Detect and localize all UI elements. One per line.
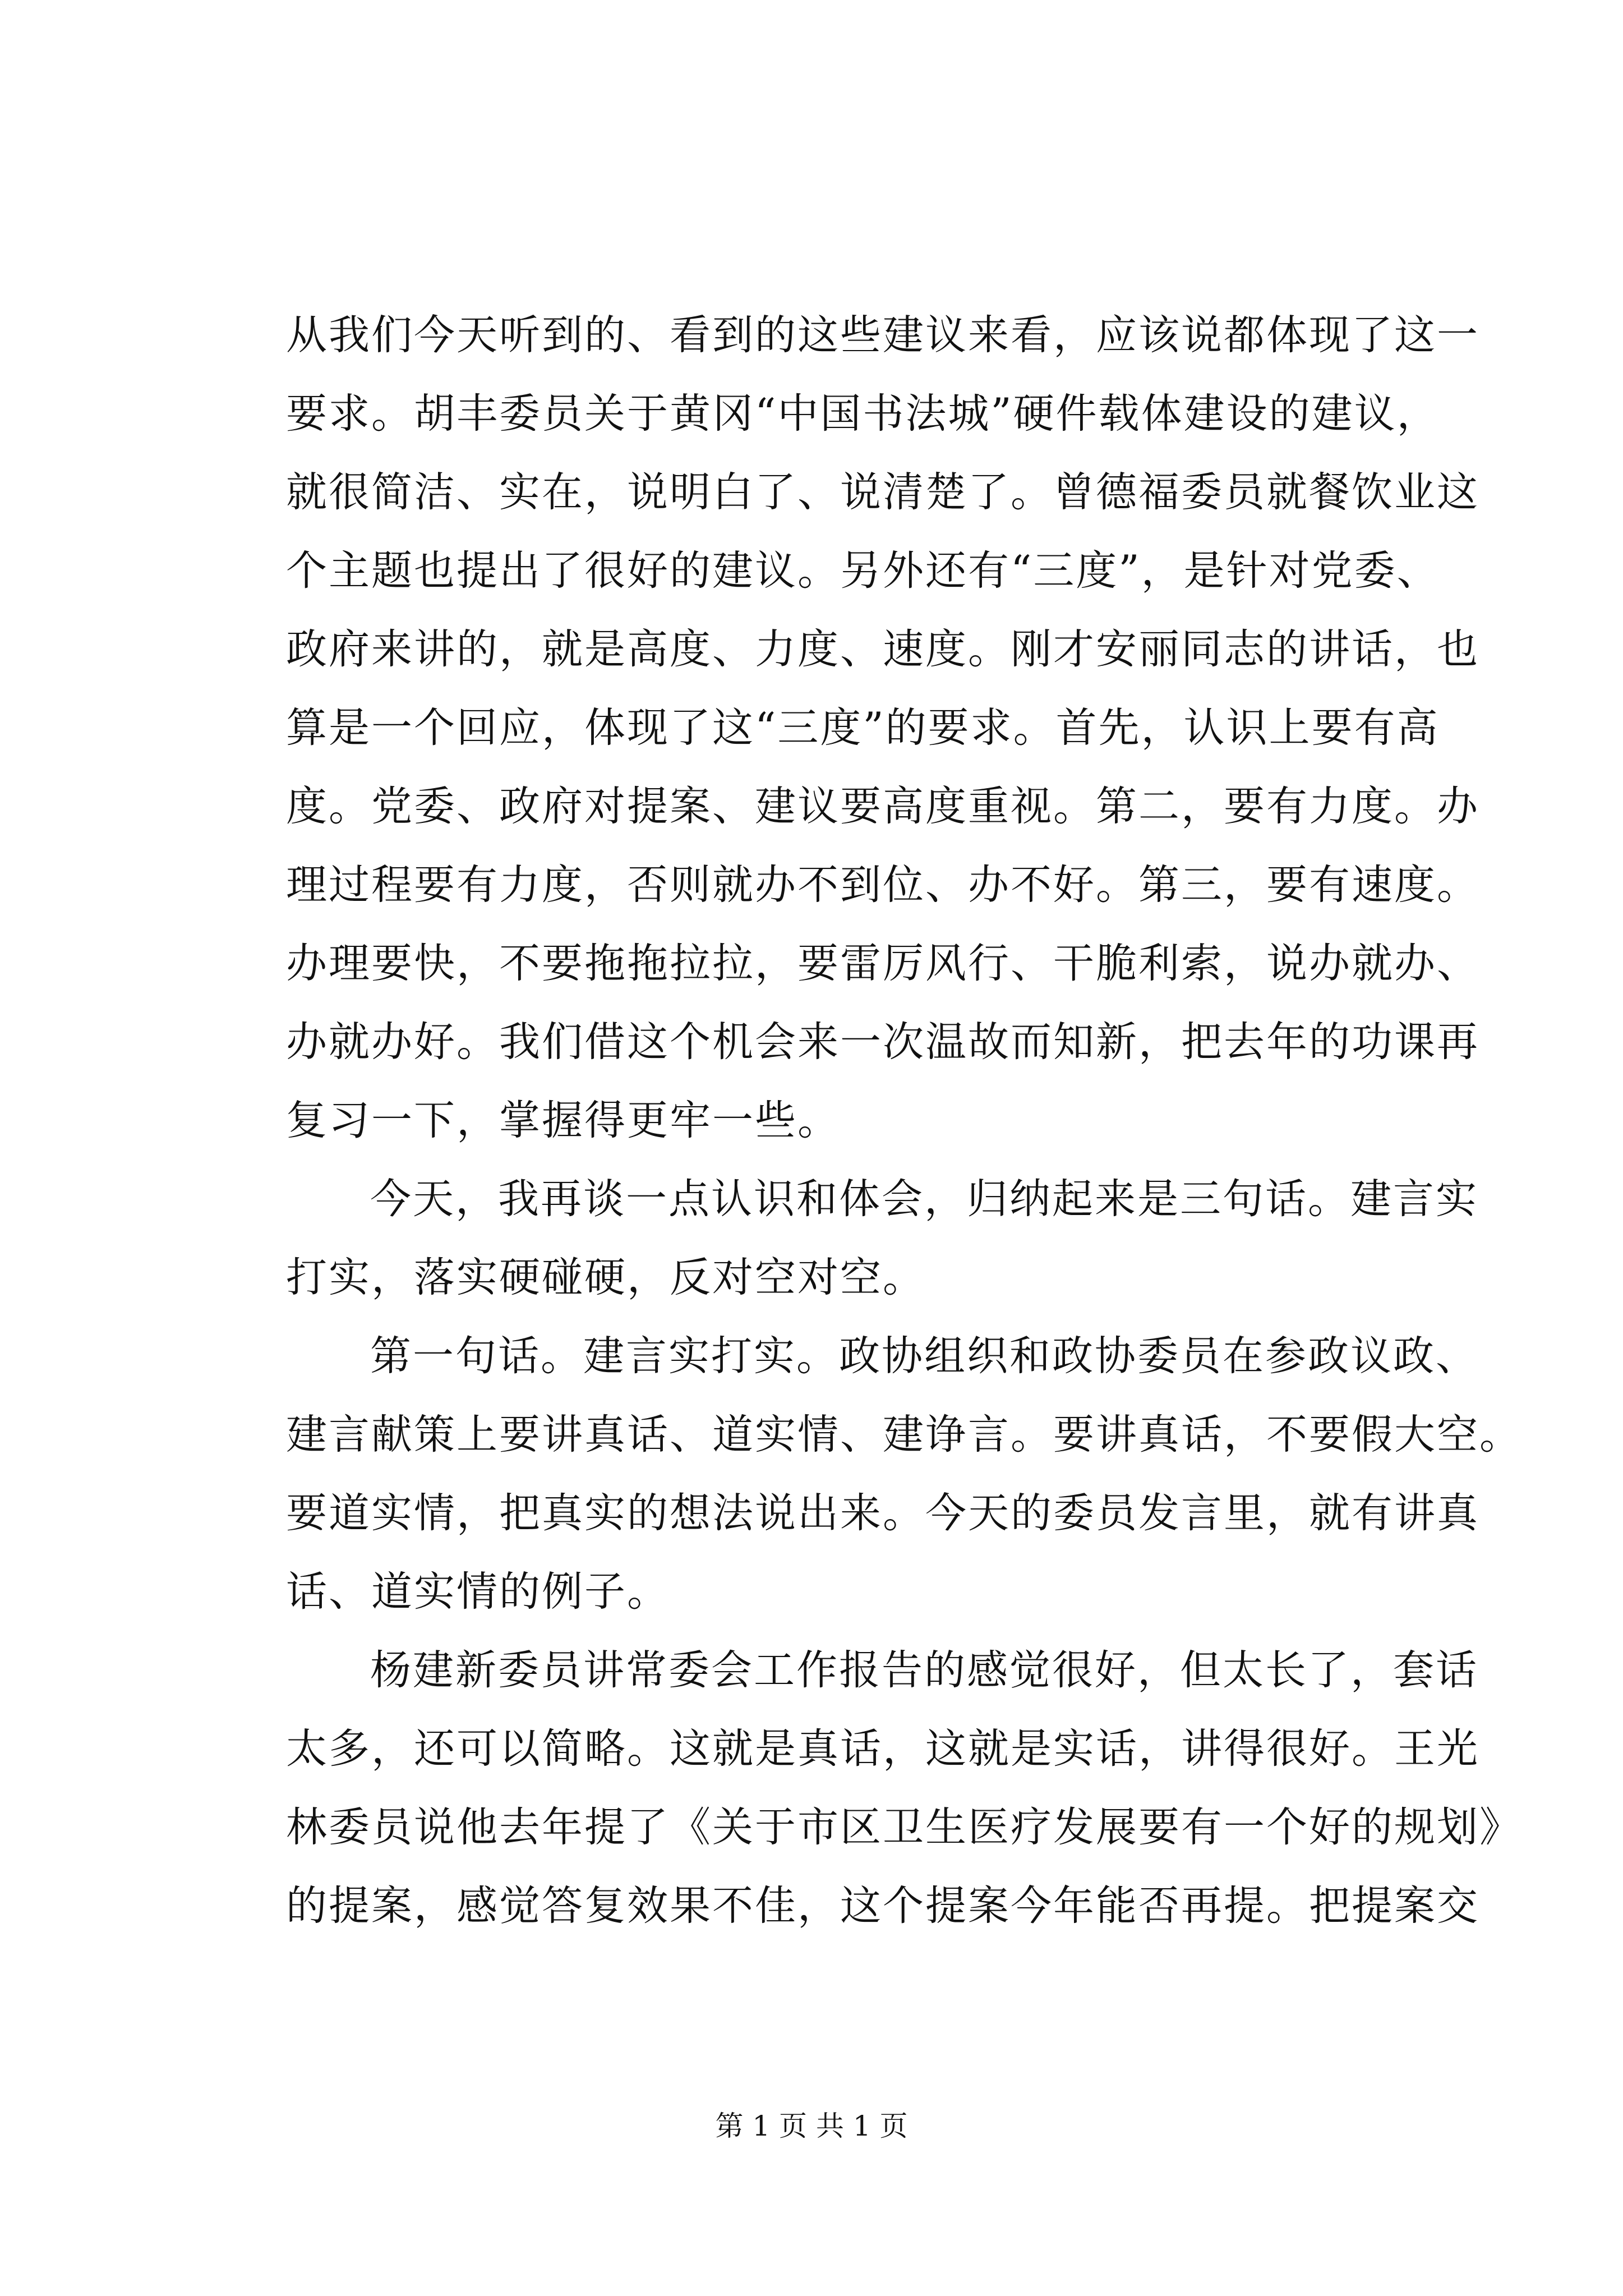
page-footer: 第 1 页 共 1 页: [715, 2110, 908, 2142]
paragraph-first-line: 今天，我再谈一点认识和体会，归纳起来是三句话。建言实: [370, 1175, 1478, 1223]
text-line: 个主题也提出了很好的建议。另外还有“三度”，是针对党委、: [286, 547, 1440, 595]
text-line: 建言献策上要讲真话、道实情、建诤言。要讲真话，不要假大空。: [286, 1411, 1522, 1458]
text-line: 办就办好。我们借这个机会来一次温故而知新，把去年的功课再: [286, 1018, 1479, 1066]
text-line: 复习一下，掌握得更牢一些。: [286, 1097, 840, 1144]
text-line: 要道实情，把真实的想法说出来。今天的委员发言里，就有讲真: [286, 1489, 1479, 1537]
text-line: 从我们今天听到的、看到的这些建议来看，应该说都体现了这一: [286, 311, 1479, 359]
text-line: 政府来讲的，就是高度、力度、速度。刚才安丽同志的讲话，也: [286, 625, 1479, 673]
paragraph-first-line: 第一句话。建言实打实。政协组织和政协委员在参政议政、: [370, 1332, 1478, 1380]
text-line: 的提案，感觉答复效果不佳，这个提案今年能否再提。把提案交: [286, 1882, 1479, 1930]
paragraph-first-line: 杨建新委员讲常委会工作报告的感觉很好，但太长了，套话: [370, 1646, 1478, 1694]
text-line: 林委员说他去年提了《关于市区卫生医疗发展要有一个好的规划》: [286, 1803, 1522, 1851]
text-line: 算是一个回应，体现了这“三度”的要求。首先，认识上要有高: [286, 704, 1440, 752]
text-line: 太多，还可以简略。这就是真话，这就是实话，讲得很好。王光: [286, 1725, 1479, 1773]
text-line: 就很简洁、实在，说明白了、说清楚了。曾德福委员就餐饮业这: [286, 468, 1479, 516]
text-line: 打实，落实硬碰硬，反对空对空。: [286, 1254, 925, 1301]
text-line: 度。党委、政府对提案、建议要高度重视。第二，要有力度。办: [286, 783, 1479, 830]
text-line: 理过程要有力度，否则就办不到位、办不好。第三，要有速度。: [286, 861, 1479, 909]
text-line: 办理要快，不要拖拖拉拉，要雷厉风行、干脆利索，说办就办、: [286, 940, 1479, 987]
text-line: 要求。胡丰委员关于黄冈“中国书法城”硬件载体建设的建议，: [286, 390, 1440, 438]
text-line: 话、道实情的例子。: [286, 1568, 670, 1616]
